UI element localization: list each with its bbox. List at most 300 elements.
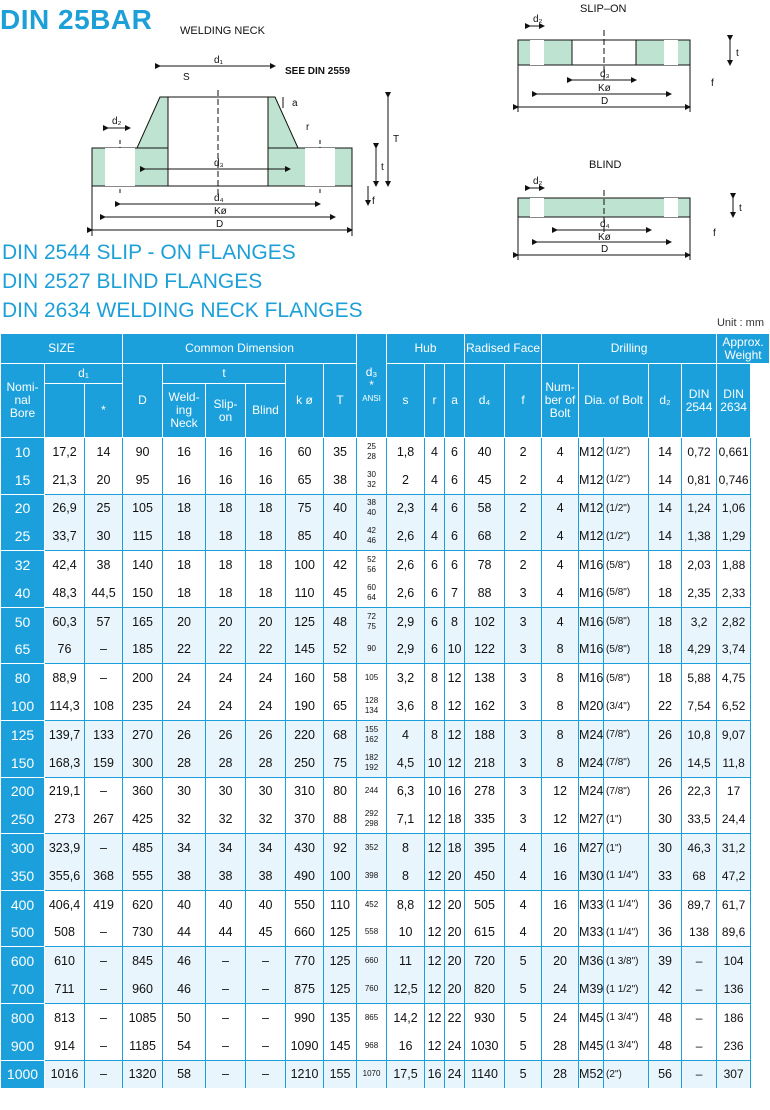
cell-d1a: 219,1 [45,777,85,805]
cell-n: 4 [542,438,579,466]
cell-tb: – [246,1060,286,1088]
cell-nominal-bore: 800 [1,1003,45,1031]
cell-d2: 14 [649,494,682,522]
standard-din2544: DIN 2544 SLIP - ON FLANGES [2,241,296,264]
cell-d3-value: 25 [367,441,376,451]
cell-a: 8 [445,607,465,635]
cell-d3-value: 162 [364,734,379,744]
bl-label-t: t [739,203,742,214]
bl-label-f: f [713,228,716,239]
cell-k: 145 [286,636,324,664]
cell-w2: 17 [717,777,751,805]
cell-k: 370 [286,805,324,833]
cell-T: 52 [324,636,357,664]
standard-din2634: DIN 2634 WELDING NECK FLANGES [2,299,363,322]
cell-in: (1/2") [604,522,649,550]
cell-a: 6 [445,494,465,522]
cell-d4: 720 [465,947,505,975]
header-drilling: Drilling [542,334,717,364]
cell-T: 68 [324,720,357,748]
cell-d4: 40 [465,438,505,466]
cell-d3 [357,749,387,777]
cell-d1a: 610 [45,947,85,975]
cell-tb: 34 [246,834,286,862]
cell-s: 3,2 [387,664,425,692]
cell-s: 4 [387,720,425,748]
cell-d2: 22 [649,692,682,720]
cell-D: 1185 [123,1032,163,1060]
cell-d1b: 30 [85,522,123,550]
cell-s: 17,5 [387,1060,425,1088]
cell-k: 75 [286,494,324,522]
cell-d2: 30 [649,834,682,862]
cell-d1b: 267 [85,805,123,833]
header-k: k ø [286,364,324,438]
cell-D: 150 [123,579,163,607]
cell-nominal-bore: 65 [1,636,45,664]
cell-w1: – [682,1060,717,1088]
cell-D: 95 [123,466,163,494]
cell-m: M24 [579,777,604,805]
cell-D: 555 [123,862,163,890]
cell-in: (1/2") [604,466,649,494]
cell-T: 48 [324,607,357,635]
table-row [1,834,770,862]
table-row [1,438,770,466]
cell-n: 4 [542,579,579,607]
header-din2634: DIN 2634 [717,364,751,438]
table-row [1,975,770,1003]
cell-d2: 18 [649,607,682,635]
cell-T: 145 [324,1032,357,1060]
cell-nominal-bore: 400 [1,890,45,918]
cell-m: M33 [579,890,604,918]
cell-m: M27 [579,834,604,862]
cell-d1b: 419 [85,890,123,918]
cell-w2: 2,33 [717,579,751,607]
cell-d3 [357,551,387,579]
cell-w2: 1,06 [717,494,751,522]
cell-D: 200 [123,664,163,692]
cell-m: M36 [579,947,604,975]
header-D: D [123,364,163,438]
cell-w1: 138 [682,919,717,947]
cell-tb: – [246,1003,286,1031]
cell-a: 18 [445,805,465,833]
cell-d3 [357,805,387,833]
cell-f: 3 [505,636,542,664]
cell-a: 20 [445,919,465,947]
table-row [1,636,770,664]
page-title: DIN 25BAR [0,4,153,35]
cell-d2: 30 [649,805,682,833]
cell-n: 28 [542,1032,579,1060]
cell-tw: 58 [163,1060,206,1088]
cell-ts: – [206,1060,246,1088]
cell-d4: 505 [465,890,505,918]
cell-d3-value: 46 [367,536,376,546]
cell-f: 3 [505,579,542,607]
cell-d4: 218 [465,749,505,777]
cell-r: 8 [425,720,445,748]
cell-w2: 1,29 [717,522,751,550]
cell-in: (1 1/4") [604,919,649,947]
cell-a: 12 [445,749,465,777]
cell-tw: 38 [163,862,206,890]
cell-nominal-bore: 50 [1,607,45,635]
cell-f: 4 [505,834,542,862]
cell-d1b: 20 [85,466,123,494]
cell-T: 125 [324,975,357,1003]
cell-d3-value: 865 [364,1012,379,1022]
cell-r: 6 [425,636,445,664]
cell-f: 5 [505,975,542,1003]
wn-label-D: D [216,219,224,230]
header-d1: d₁ [45,364,123,384]
cell-d3-value: 90 [367,644,376,654]
table-row [1,749,770,777]
cell-a: 12 [445,720,465,748]
header-a: a [445,364,465,438]
cell-d4: 278 [465,777,505,805]
cell-nominal-bore: 200 [1,777,45,805]
table-row [1,947,770,975]
cell-w1: 1,38 [682,522,717,550]
cell-d4: 122 [465,636,505,664]
cell-a: 20 [445,862,465,890]
cell-d2: 18 [649,551,682,579]
cell-w1: 22,3 [682,777,717,805]
cell-ts: 20 [206,607,246,635]
wn-label-s: S [183,72,190,83]
cell-ts: 18 [206,551,246,579]
table-row [1,1003,770,1031]
cell-d3 [357,1032,387,1060]
cell-r: 12 [425,805,445,833]
cell-T: 125 [324,947,357,975]
cell-in: (1/2") [604,438,649,466]
header-r: r [425,364,445,438]
cell-d1a: 168,3 [45,749,85,777]
cell-in: (1/2") [604,494,649,522]
header-T: T [324,364,357,438]
cell-d3 [357,975,387,1003]
cell-D: 425 [123,805,163,833]
table-row [1,919,770,947]
cell-w1: 5,88 [682,664,717,692]
cell-d1a: 21,3 [45,466,85,494]
cell-d2: 48 [649,1032,682,1060]
cell-d3 [357,579,387,607]
cell-D: 165 [123,607,163,635]
cell-tb: 24 [246,664,286,692]
header-d4: d₄ [465,364,505,438]
cell-T: 80 [324,777,357,805]
table-row [1,692,770,720]
cell-r: 12 [425,1003,445,1031]
cell-nominal-bore: 40 [1,579,45,607]
cell-n: 24 [542,975,579,1003]
cell-nominal-bore: 350 [1,862,45,890]
cell-tb: 26 [246,720,286,748]
cell-m: M20 [579,692,604,720]
cell-d2: 14 [649,466,682,494]
cell-a: 16 [445,777,465,805]
cell-nominal-bore: 100 [1,692,45,720]
bl-label-d2: d₂ [533,176,543,187]
header-weight: Approx. Weight [717,334,770,364]
cell-d2: 18 [649,579,682,607]
cell-d3-value: 52 [367,555,376,565]
cell-r: 16 [425,1060,445,1088]
cell-tb: 40 [246,890,286,918]
cell-tb: 30 [246,777,286,805]
cell-w2: 0,746 [717,466,751,494]
cell-k: 125 [286,607,324,635]
cell-ts: 24 [206,664,246,692]
cell-d3-value: 352 [364,843,379,853]
cell-d3 [357,466,387,494]
cell-f: 2 [505,494,542,522]
table-row [1,494,770,522]
cell-tw: 16 [163,438,206,466]
cell-d3-value: 32 [367,479,376,489]
cell-d3-value: 292 [364,809,379,819]
header-common: Common Dimension [123,334,357,364]
cell-tw: 22 [163,636,206,664]
cell-f: 5 [505,1060,542,1088]
cell-n: 28 [542,1060,579,1088]
cell-w2: 31,2 [717,834,751,862]
cell-ts: 30 [206,777,246,805]
cell-d4: 930 [465,1003,505,1031]
cell-d1b: 44,5 [85,579,123,607]
cell-r: 6 [425,607,445,635]
cell-d2: 56 [649,1060,682,1088]
cell-tw: 16 [163,466,206,494]
cell-d1a: 26,9 [45,494,85,522]
cell-n: 8 [542,636,579,664]
cell-m: M12 [579,466,604,494]
cell-s: 8 [387,834,425,862]
cell-d3-value: 56 [367,565,376,575]
cell-d3-value: 244 [364,786,379,796]
cell-d3 [357,607,387,635]
table-row [1,1032,770,1060]
header-t-blind: Blind [246,384,286,438]
cell-D: 1320 [123,1060,163,1088]
cell-tb: 18 [246,551,286,579]
cell-n: 8 [542,664,579,692]
cell-d2: 42 [649,975,682,1003]
cell-k: 875 [286,975,324,1003]
cell-a: 10 [445,636,465,664]
cell-w1: 46,3 [682,834,717,862]
cell-d3-value: 28 [367,451,376,461]
cell-D: 620 [123,890,163,918]
header-d2: d₂ [649,364,682,438]
cell-d4: 335 [465,805,505,833]
cell-T: 92 [324,834,357,862]
cell-f: 3 [505,777,542,805]
cell-D: 1085 [123,1003,163,1031]
cell-n: 4 [542,466,579,494]
cell-r: 12 [425,947,445,975]
cell-k: 65 [286,466,324,494]
header-d1-blank [45,384,85,438]
table-row [1,720,770,748]
cell-ts: 18 [206,579,246,607]
cell-d1a: 273 [45,805,85,833]
cell-tw: 46 [163,975,206,1003]
cell-r: 4 [425,494,445,522]
cell-d3-value: 60 [367,582,376,592]
cell-d3-value: 558 [364,927,379,937]
wn-label-t: t [381,162,384,173]
cell-w2: 9,07 [717,720,751,748]
cell-tb: 16 [246,438,286,466]
cell-in: (1") [604,834,649,862]
cell-r: 12 [425,919,445,947]
cell-s: 10 [387,919,425,947]
header-raised: Radised Face [465,334,542,364]
wn-label-k: Kø [214,206,227,217]
cell-w2: 2,82 [717,607,751,635]
cell-d1a: 17,2 [45,438,85,466]
cell-m: M16 [579,636,604,664]
cell-d1a: 33,7 [45,522,85,550]
cell-nominal-bore: 20 [1,494,45,522]
cell-r: 12 [425,862,445,890]
table-row [1,607,770,635]
cell-w2: 307 [717,1060,751,1088]
cell-d4: 820 [465,975,505,1003]
cell-r: 6 [425,579,445,607]
cell-ts: 34 [206,834,246,862]
cell-d3 [357,494,387,522]
cell-k: 250 [286,749,324,777]
cell-d3 [357,692,387,720]
cell-d4: 45 [465,466,505,494]
cell-ts: 16 [206,438,246,466]
cell-tb: 24 [246,692,286,720]
cell-r: 10 [425,749,445,777]
cell-in: (7/8") [604,777,649,805]
cell-d3 [357,890,387,918]
cell-s: 2,9 [387,607,425,635]
cell-a: 24 [445,1060,465,1088]
cell-d1b: – [85,947,123,975]
cell-tw: 46 [163,947,206,975]
cell-k: 1210 [286,1060,324,1088]
cell-d1b: 133 [85,720,123,748]
cell-d3 [357,438,387,466]
cell-nominal-bore: 125 [1,720,45,748]
cell-d3-value: 1070 [362,1069,381,1079]
cell-w2: 24,4 [717,805,751,833]
cell-w1: 10,8 [682,720,717,748]
so-label-d3: d₃ [600,69,610,80]
cell-T: 35 [324,438,357,466]
cell-d4: 450 [465,862,505,890]
cell-w1: 3,2 [682,607,717,635]
cell-nominal-bore: 700 [1,975,45,1003]
cell-m: M30 [579,862,604,890]
cell-w1: 7,54 [682,692,717,720]
cell-a: 24 [445,1032,465,1060]
cell-m: M45 [579,1003,604,1031]
cell-k: 60 [286,438,324,466]
cell-k: 85 [286,522,324,550]
cell-nominal-bore: 500 [1,919,45,947]
cell-ts: 40 [206,890,246,918]
flange-spec-table [0,333,770,1088]
cell-tw: 18 [163,522,206,550]
cell-a: 6 [445,522,465,550]
cell-w1: 89,7 [682,890,717,918]
cell-T: 40 [324,522,357,550]
welding-neck-title: WELDING NECK [180,25,265,37]
header-din2544: DIN 2544 [682,364,717,438]
cell-d3-value: 105 [364,673,379,683]
header-s: s [387,364,425,438]
cell-n: 8 [542,749,579,777]
cell-tb: 18 [246,579,286,607]
cell-d1a: 139,7 [45,720,85,748]
cell-k: 310 [286,777,324,805]
cell-d3 [357,919,387,947]
cell-a: 18 [445,834,465,862]
cell-in: (3/4") [604,692,649,720]
cell-s: 2,6 [387,551,425,579]
cell-d3 [357,1003,387,1031]
cell-f: 2 [505,438,542,466]
cell-s: 2 [387,466,425,494]
bl-label-D: D [601,244,609,255]
so-label-k: Kø [598,83,611,94]
cell-w1: 68 [682,862,717,890]
cell-D: 960 [123,975,163,1003]
table-row [1,1060,770,1088]
cell-d2: 18 [649,636,682,664]
cell-a: 7 [445,579,465,607]
cell-D: 105 [123,494,163,522]
cell-tw: 34 [163,834,206,862]
cell-r: 8 [425,692,445,720]
cell-ts: – [206,1032,246,1060]
cell-in: (2") [604,1060,649,1088]
cell-d3 [357,834,387,862]
cell-nominal-bore: 25 [1,522,45,550]
header-t-weld: Weld- ing Neck [163,384,206,438]
cell-d1a: 88,9 [45,664,85,692]
cell-n: 12 [542,805,579,833]
cell-d1b: 108 [85,692,123,720]
cell-T: 125 [324,919,357,947]
cell-d3-value: 40 [367,508,376,518]
cell-d4: 162 [465,692,505,720]
cell-r: 10 [425,777,445,805]
cell-d2: 26 [649,749,682,777]
cell-in: (1 1/4") [604,890,649,918]
cell-d1b: – [85,834,123,862]
cell-k: 220 [286,720,324,748]
cell-ts: 26 [206,720,246,748]
cell-w2: 1,88 [717,551,751,579]
header-d1-star: * [85,384,123,438]
cell-a: 20 [445,947,465,975]
cell-f: 3 [505,664,542,692]
